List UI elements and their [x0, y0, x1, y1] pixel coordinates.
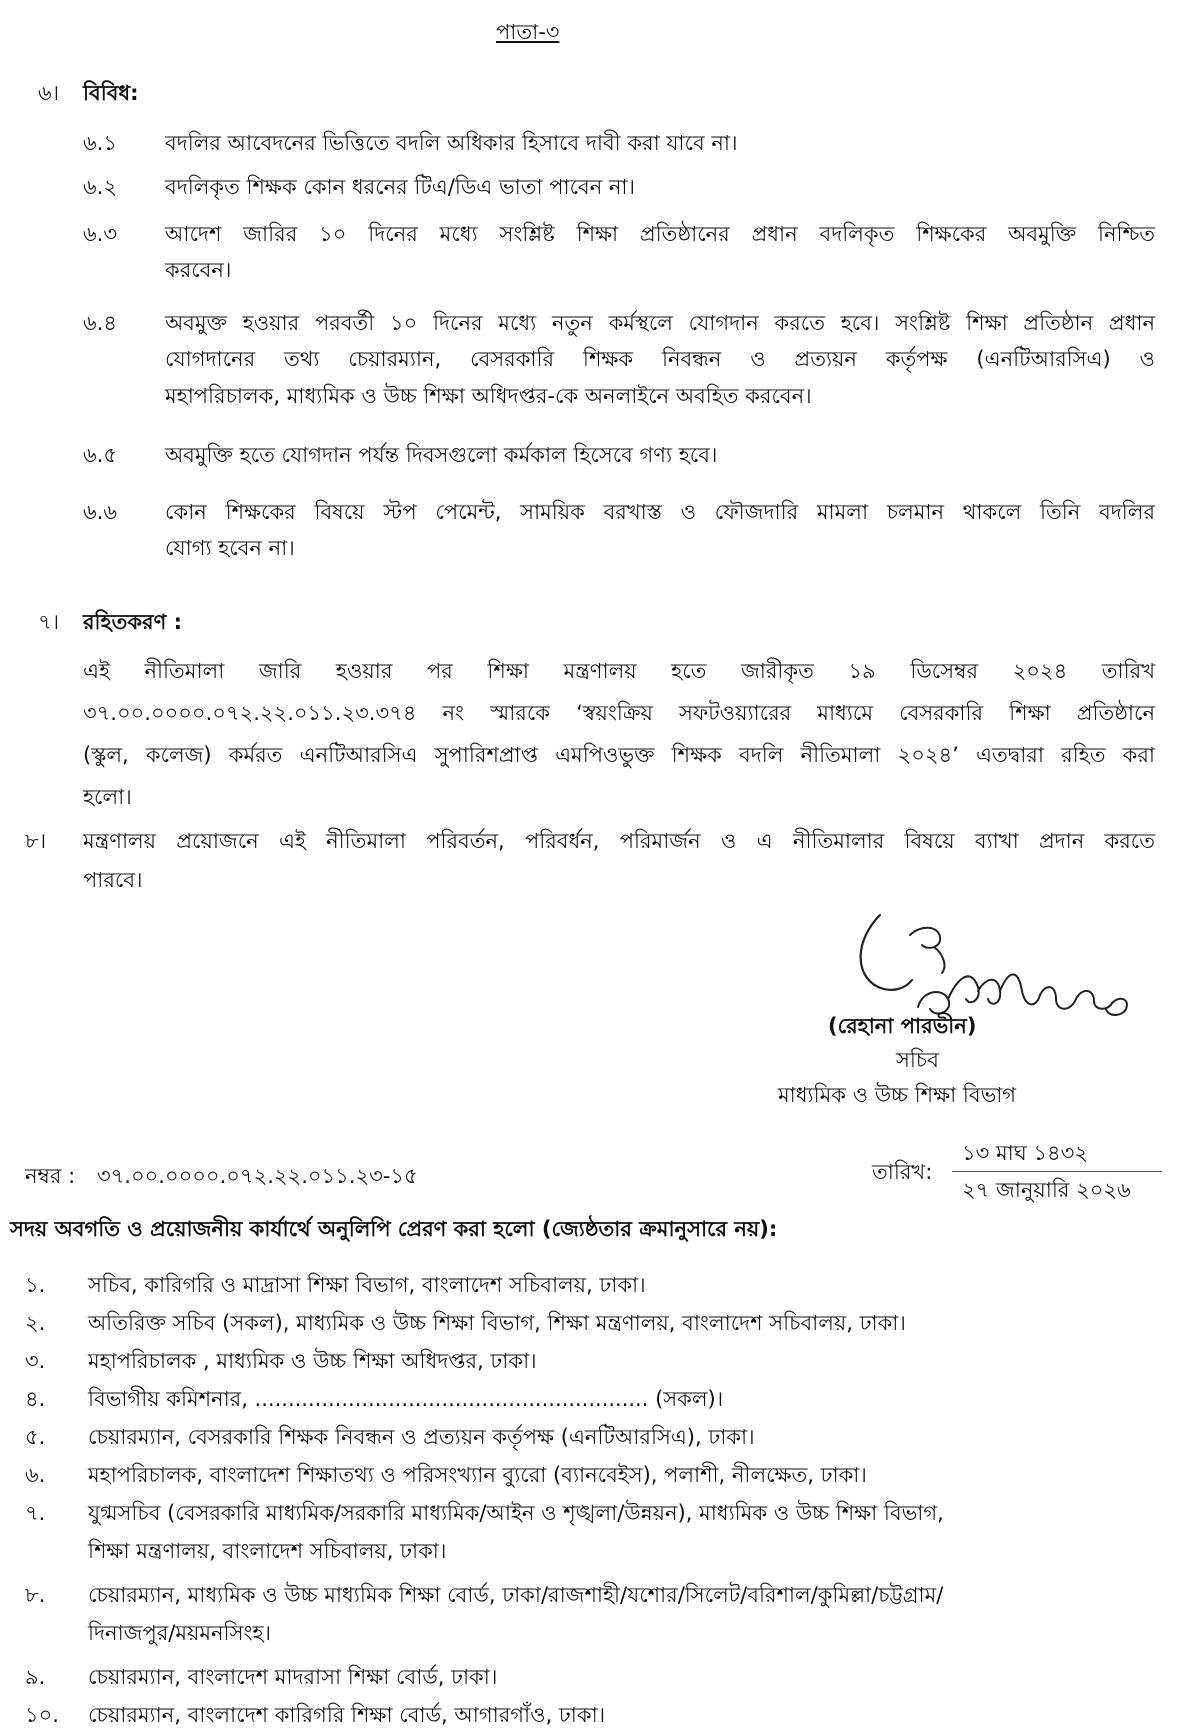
section-7-text-line: ৩৭.০০.০০০০.০৭২.২২.০১১.২৩.৩৭৪ নং স্মারকে ‘স্বয়ংক্রিয় সফটওয়্যারের মাধ্যমে বেসরকারি শিক্ষা প্রতিষ্ঠানে [83, 701, 1155, 725]
cc-item-number: ৫. [25, 1425, 46, 1449]
cc-item-text: চেয়ারম্যান, বাংলাদেশ কারিগরি শিক্ষা বোর্ড, আগারগাঁও, ঢাকা। [88, 1703, 606, 1727]
signatory-name: (রেহানা পারভীন) [828, 1014, 977, 1038]
item-6-2-text: বদলিকৃত শিক্ষক কোন ধরনের টিএ/ডিএ ভাতা পাবেন না। [165, 175, 636, 199]
cc-item-text: চেয়ারম্যান, বাংলাদেশ মাদরাসা শিক্ষা বোর্ড, ঢাকা। [88, 1665, 498, 1689]
item-6-4-number: ৬.৪ [83, 311, 117, 335]
cc-item-text: যুগ্মসচিব (বেসরকারি মাধ্যমিক/সরকারি মাধ্যমিক/আইন ও শৃঙ্খলা/উন্নয়ন), মাধ্যমিক ও উচ্চ শিক্ষা বিভাগ, [88, 1501, 944, 1525]
cc-item-number: ৩. [25, 1349, 46, 1373]
item-6-4-text-line: মহাপরিচালক, মাধ্যমিক ও উচ্চ শিক্ষা অধিদপ্তর-কে অনলাইনে অবহিত করবেন। [165, 384, 812, 408]
section-6-heading: বিবিধ: [83, 81, 139, 105]
cc-item-number: ৪. [25, 1387, 46, 1411]
cc-item-text: বিভাগীয় কমিশনার, ........................................................... (সকল)। [88, 1387, 724, 1411]
item-6-4-text-line: যোগদানের তথ্য চেয়ারম্যান, বেসরকারি শিক্ষক নিবন্ধন ও প্রত্যয়ন কর্তৃপক্ষ (এনটিআরসিএ) ও [165, 347, 1155, 371]
item-6-6-number: ৬.৬ [83, 500, 117, 524]
signatory-department: মাধ্যমিক ও উচ্চ শিক্ষা বিভাগ [778, 1083, 1017, 1107]
date-label: তারিখ: [872, 1160, 933, 1184]
signatory-title: সচিব [896, 1048, 939, 1072]
section-6-number: ৬। [38, 81, 60, 105]
item-6-3-text-line: করবেন। [165, 258, 232, 282]
cc-item-text: চেয়ারম্যান, বেসরকারি শিক্ষক নিবন্ধন ও প্রত্যয়ন কর্তৃপক্ষ (এনটিআরসিএ), ঢাকা। [88, 1425, 755, 1449]
item-6-1-number: ৬.১ [83, 131, 117, 155]
item-6-2-number: ৬.২ [83, 175, 117, 199]
cc-item-text: সচিব, কারিগরি ও মাদ্রাসা শিক্ষা বিভাগ, বাংলাদেশ সচিবালয়, ঢাকা। [88, 1273, 646, 1297]
section-8-number: ৮। [25, 829, 47, 853]
item-6-5-text: অবমুক্তি হতে যোগদান পর্যন্ত দিবসগুলো কর্মকাল হিসেবে গণ্য হবে। [165, 443, 718, 467]
cc-item-number: ১. [25, 1273, 46, 1297]
date-english: ২৭ জানুয়ারি ২০২৬ [962, 1178, 1131, 1202]
date-bangla: ১৩ মাঘ ১৪৩২ [962, 1141, 1088, 1165]
section-7-number: ৭। [38, 610, 60, 634]
cc-item-text: অতিরিক্ত সচিব (সকল), মাধ্যমিক ও উচ্চ শিক্ষা বিভাগ, শিক্ষা মন্ত্রণালয়, বাংলাদেশ সচিবালয়, ঢাকা। [88, 1311, 906, 1335]
cc-item-text: দিনাজপুর/ময়মনসিংহ। [88, 1621, 272, 1645]
cc-item-number: ৬. [25, 1463, 46, 1487]
item-6-4-text-line: অবমুক্ত হওয়ার পরবর্তী ১০ দিনের মধ্যে নতুন কর্মস্থলে যোগদান করতে হবে। সংশ্লিষ্ট শিক্ষা প্রতিষ্ঠান প্রধান [165, 311, 1155, 335]
cc-item-number: ৮. [25, 1583, 46, 1607]
cc-item-number: ১০. [25, 1703, 59, 1727]
cc-item-number: ৯. [25, 1665, 46, 1689]
item-6-3-text-line: আদেশ জারির ১০ দিনের মধ্যে সংশ্লিষ্ট শিক্ষা প্রতিষ্ঠানের প্রধান বদলিকৃত শিক্ষকের অবমুক্তি নিশ্চিত [165, 222, 1155, 246]
section-7-text-line: হলো। [83, 785, 132, 809]
date-divider [952, 1171, 1162, 1172]
cc-item-number: ২. [25, 1311, 46, 1335]
memo-number: ৩৭.০০.০০০০.০৭২.২২.০১১.২৩-১৫ [97, 1164, 418, 1188]
item-6-6-text-line: যোগ্য হবেন না। [165, 536, 295, 560]
cc-item-text: শিক্ষা মন্ত্রণালয়, বাংলাদেশ সচিবালয়, ঢাকা। [88, 1539, 447, 1563]
cc-item-text: চেয়ারম্যান, মাধ্যমিক ও উচ্চ মাধ্যমিক শিক্ষা বোর্ড, ঢাকা/রাজশাহী/যশোর/সিলেট/বরিশাল/কুমিল্লা/চট্টগ্রাম/ [88, 1583, 944, 1607]
item-6-3-number: ৬.৩ [83, 222, 117, 246]
section-8-text-line: মন্ত্রণালয় প্রয়োজনে এই নীতিমালা পরিবর্তন, পরিবর্ধন, পরিমার্জন ও এ নীতিমালার বিষয়ে ব্যাখা প্রদান করতে [83, 829, 1155, 853]
cc-item-text: মহাপরিচালক, বাংলাদেশ শিক্ষাতথ্য ও পরিসংখ্যান ব্যুরো (ব্যানবেইস), পলাশী, নীলক্ষেত, ঢাকা। [88, 1463, 867, 1487]
cc-item-text: মহাপরিচালক , মাধ্যমিক ও উচ্চ শিক্ষা অধিদপ্তর, ঢাকা। [88, 1349, 537, 1373]
memo-number-label: নম্বর : [25, 1164, 76, 1188]
item-6-5-number: ৬.৫ [83, 443, 117, 467]
cc-heading: সদয় অবগতি ও প্রয়োজনীয় কার্যার্থে অনুলিপি প্রেরণ করা হলো (জ্যেষ্ঠতার ক্রমানুসারে নয়): [10, 1217, 778, 1241]
section-7-text-line: এই নীতিমালা জারি হওয়ার পর শিক্ষা মন্ত্রণালয় হতে জারীকৃত ১৯ ডিসেম্বর ২০২৪ তারিখ [83, 659, 1155, 683]
section-7-heading: রহিতকরণ : [83, 610, 182, 634]
item-6-1-text: বদলির আবেদনের ভিত্তিতে বদলি অধিকার হিসাবে দাবী করা যাবে না। [165, 131, 738, 155]
section-7-text-line: (স্কুল, কলেজ) কর্মরত এনটিআরসিএ সুপারিশপ্রাপ্ত এমপিওভুক্ত শিক্ষক বদলি নীতিমালা ২০২৪’ এতদ্বারা রহিত করা [83, 743, 1155, 767]
cc-item-number: ৭. [25, 1501, 46, 1525]
section-8-text-line: পারবে। [83, 868, 143, 892]
item-6-6-text-line: কোন শিক্ষকের বিষয়ে স্টপ পেমেন্ট, সাময়িক বরখাস্ত ও ফৌজদারি মামলা চলমান থাকলে তিনি বদলির [165, 500, 1155, 524]
page-number: পাতা-৩ [496, 20, 560, 44]
